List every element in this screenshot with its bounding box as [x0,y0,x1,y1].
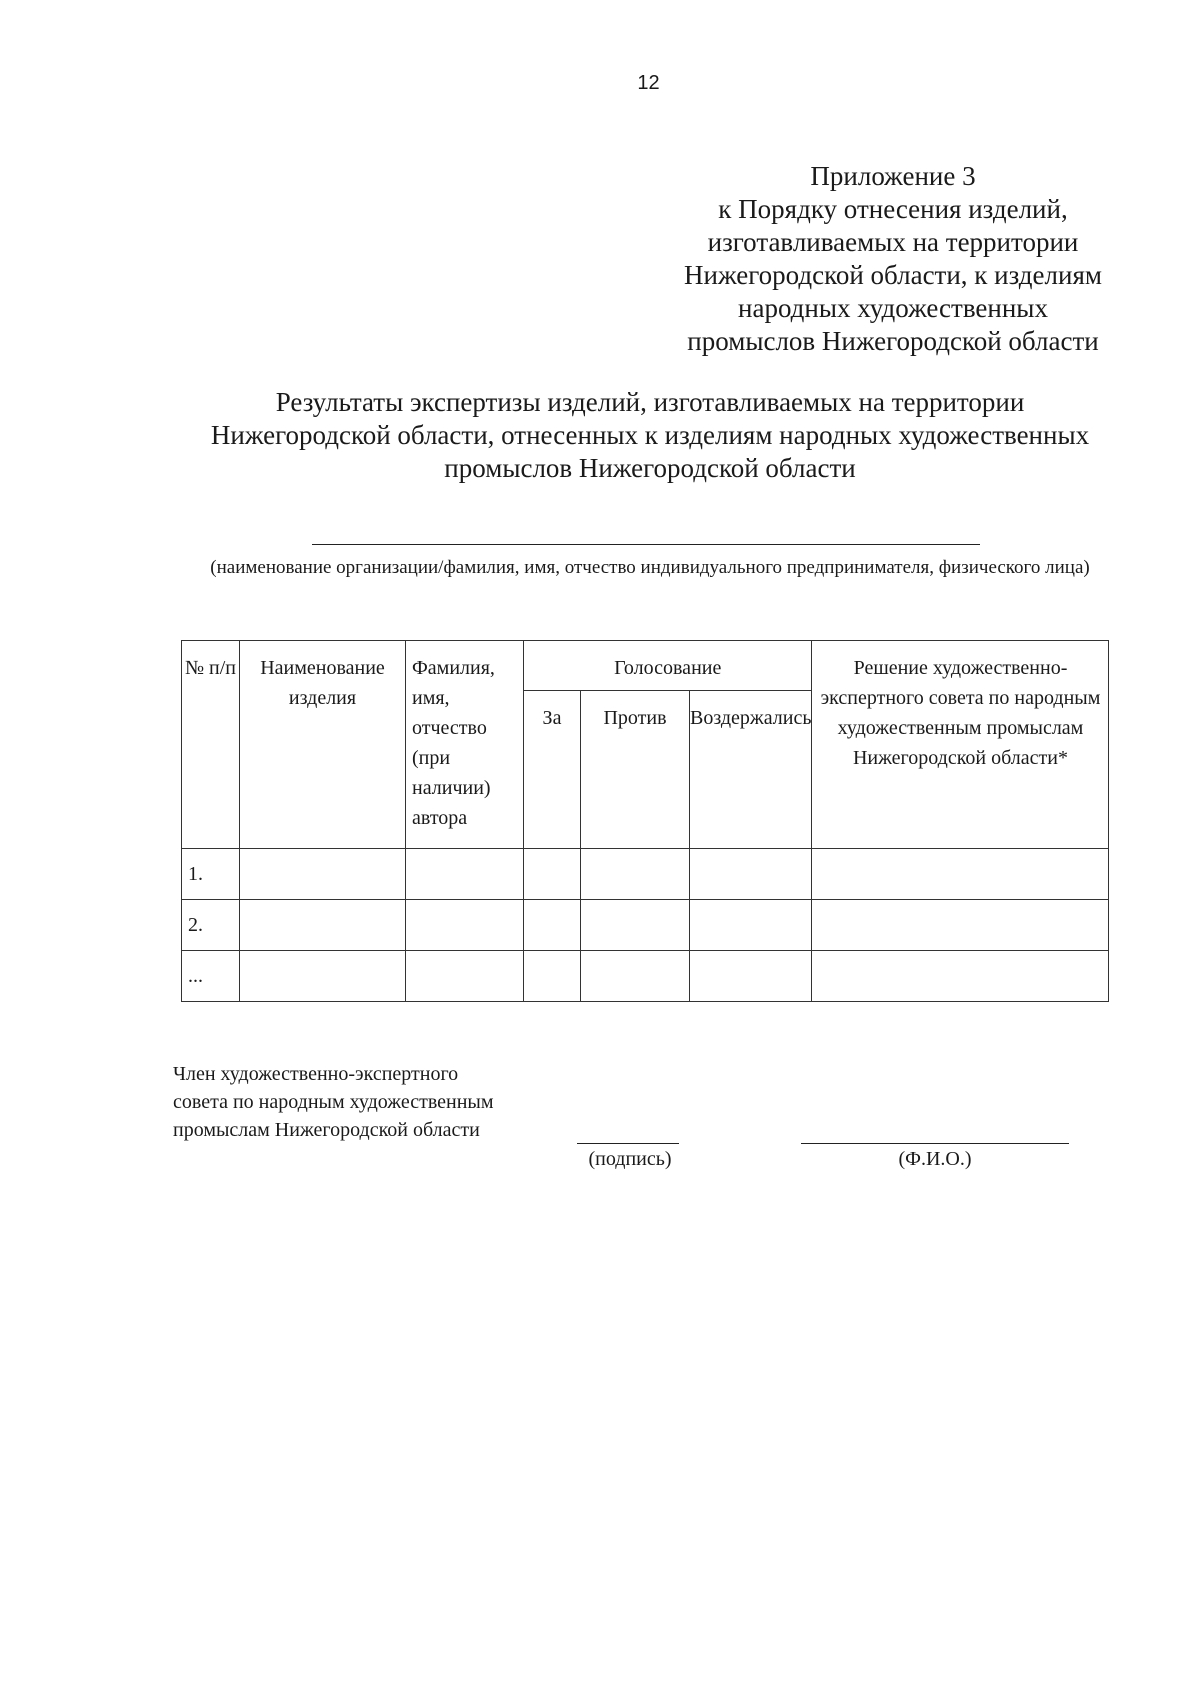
title-line: промыслов Нижегородской области [444,453,856,483]
cell-abstained [690,951,812,1002]
results-table [181,640,1109,1002]
organization-caption: (наименование организации/фамилия, имя, отчество индивидуального предпринимателя, физического лица) [210,557,1090,578]
annex-line: к Порядку отнесения изделий, [718,194,1068,224]
council-member-label [173,1060,494,1144]
cell-for [524,849,581,900]
cell-author [406,849,524,900]
member-line: совета по народным художественным [173,1091,494,1113]
header-against: Против [581,691,690,849]
header-voting: Голосование [524,641,812,691]
member-line: Член художественно-экспертного [173,1063,459,1085]
header-product: Наименование изделия [240,641,406,849]
table-header-row [182,641,1109,691]
header-author: Фамилия, имя, отчество (при наличии) автора [406,641,524,849]
fio-line [801,1143,1069,1144]
table-row [182,849,1109,900]
table-row [182,900,1109,951]
annex-line: изготавливаемых на территории [707,227,1079,257]
annex-line: промыслов Нижегородской области [687,326,1099,356]
header-decision: Решение художественно-экспертного совета по народным художественным промыслам Нижегородской области* [812,641,1109,849]
fio-caption: (Ф.И.О.) [898,1148,972,1170]
cell-product [240,849,406,900]
cell-num: 1. [182,849,240,900]
cell-against [581,951,690,1002]
cell-author [406,951,524,1002]
header-num: № п/п [182,641,240,849]
member-line: промыслам Нижегородской области [173,1119,480,1141]
title-line: Результаты экспертизы изделий, изготавливаемых на территории [275,387,1025,417]
organization-name-line [312,544,980,545]
cell-against [581,849,690,900]
document-title [160,386,1140,485]
cell-for [524,900,581,951]
cell-product [240,900,406,951]
cell-product [240,951,406,1002]
cell-for [524,951,581,1002]
cell-against [581,900,690,951]
cell-decision [812,900,1109,951]
annex-line: народных художественных [738,293,1048,323]
signature-line [577,1143,679,1144]
signature-caption: (подпись) [588,1148,672,1170]
title-line: Нижегородской области, отнесенных к изделиям народных художественных [210,420,1090,450]
cell-num: 2. [182,900,240,951]
page-number: 12 [637,72,660,94]
table-row [182,951,1109,1002]
cell-author [406,900,524,951]
header-for: За [524,691,581,849]
cell-decision [812,951,1109,1002]
annex-line: Нижегородской области, к изделиям [684,260,1102,290]
annex-heading [650,160,1136,358]
cell-abstained [690,849,812,900]
cell-decision [812,849,1109,900]
header-abstained: Воздержались [690,691,812,849]
cell-num: ... [182,951,240,1002]
cell-abstained [690,900,812,951]
annex-line: Приложение 3 [810,161,976,191]
